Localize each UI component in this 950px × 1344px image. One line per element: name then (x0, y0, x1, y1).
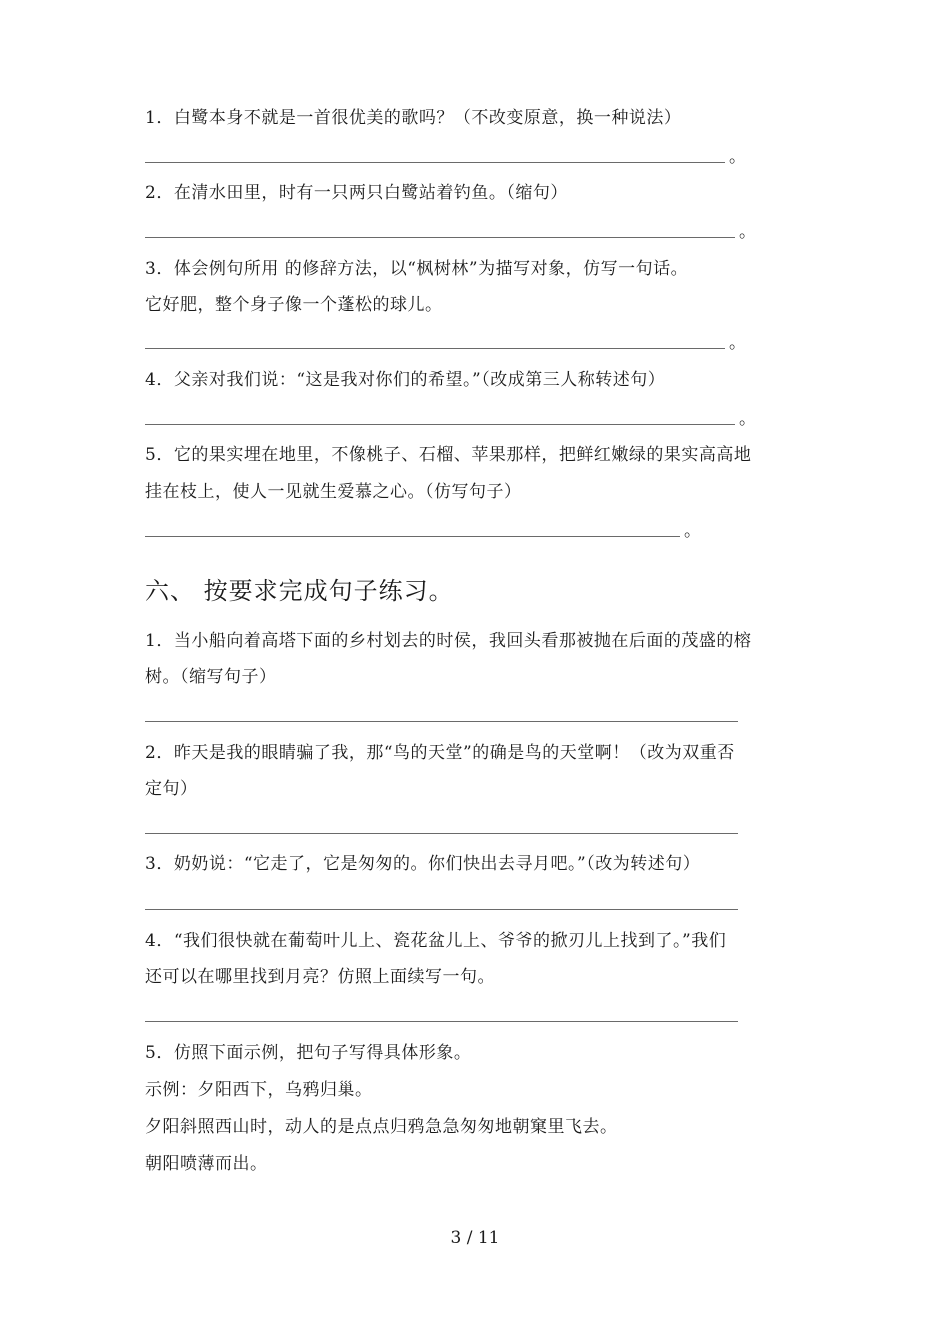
q5-instruction: 5．仿照下面示例，把句子写得具体形象。 (145, 1043, 472, 1063)
answer-end-mark: 。 (684, 521, 701, 541)
q5-text-line2: 挂在枝上，使人一见就生爱慕之心。（仿写句子） (145, 482, 522, 502)
q1-text-line1: 1．当小船向着高塔下面的乡村划去的时侯，我回头看那被抛在后面的茂盛的榕 (145, 631, 752, 651)
answer-line[interactable] (145, 893, 740, 915)
answer-line[interactable] (145, 1005, 740, 1027)
answer-line[interactable] (145, 817, 740, 839)
q1-text-line2: 树。（缩写句子） (145, 667, 277, 687)
q5-text-line1: 5．它的果实埋在地里，不像桃子、石榴、苹果那样，把鲜红嫩绿的果实高高地 (145, 445, 752, 465)
q5-example-expanded: 夕阳斜照西山时，动人的是点点归鸦急急匆匆地朝窠里飞去。 (145, 1117, 618, 1137)
q1-text: 1．白鹭本身不就是一首很优美的歌吗？（不改变原意，换一种说法） (145, 108, 682, 128)
q4-text-line1: 4．“我们很快就在葡萄叶儿上、瓷花盆儿上、爷爷的掀刃儿上找到了。”我们 (145, 931, 727, 951)
q4-text: 4．父亲对我们说：“这是我对你们的希望。”（改成第三人称转述句） (145, 370, 666, 390)
q5-task-sentence: 朝阳喷薄而出。 (145, 1154, 268, 1174)
answer-line[interactable] (145, 408, 755, 430)
q3-text: 3．奶奶说：“它走了，它是匆匆的。你们快出去寻月吧。”（改为转述句） (145, 854, 701, 874)
q2-text-line1: 2．昨天是我的眼睛骗了我，那“鸟的天堂”的确是鸟的天堂啊！（改为双重否 (145, 743, 735, 763)
answer-line[interactable] (145, 520, 700, 542)
q2-text-line2: 定句） (145, 779, 198, 799)
page-number: 3 / 11 (450, 1228, 500, 1248)
answer-line[interactable] (145, 221, 755, 243)
answer-line[interactable] (145, 705, 740, 727)
q3-text: 3．体会例句所用 的修辞方法，以“枫树林”为描写对象，仿写一句话。 (145, 259, 689, 279)
q2-text: 2．在清水田里，时有一只两只白鹭站着钓鱼。（缩句） (145, 183, 568, 203)
answer-end-mark: 。 (729, 147, 746, 167)
q5-example-label: 示例：夕阳西下，乌鸦归巢。 (145, 1080, 373, 1100)
answer-line[interactable] (145, 332, 745, 354)
answer-end-mark: 。 (739, 409, 756, 429)
q4-text-line2: 还可以在哪里找到月亮？仿照上面续写一句。 (145, 967, 495, 987)
answer-end-mark: 。 (729, 333, 746, 353)
answer-end-mark: 。 (739, 222, 756, 242)
section-heading: 六、 按要求完成句子练习。 (145, 577, 454, 605)
answer-line[interactable] (145, 146, 745, 168)
q3-example: 它好肥，整个身子像一个蓬松的球儿。 (145, 295, 443, 315)
